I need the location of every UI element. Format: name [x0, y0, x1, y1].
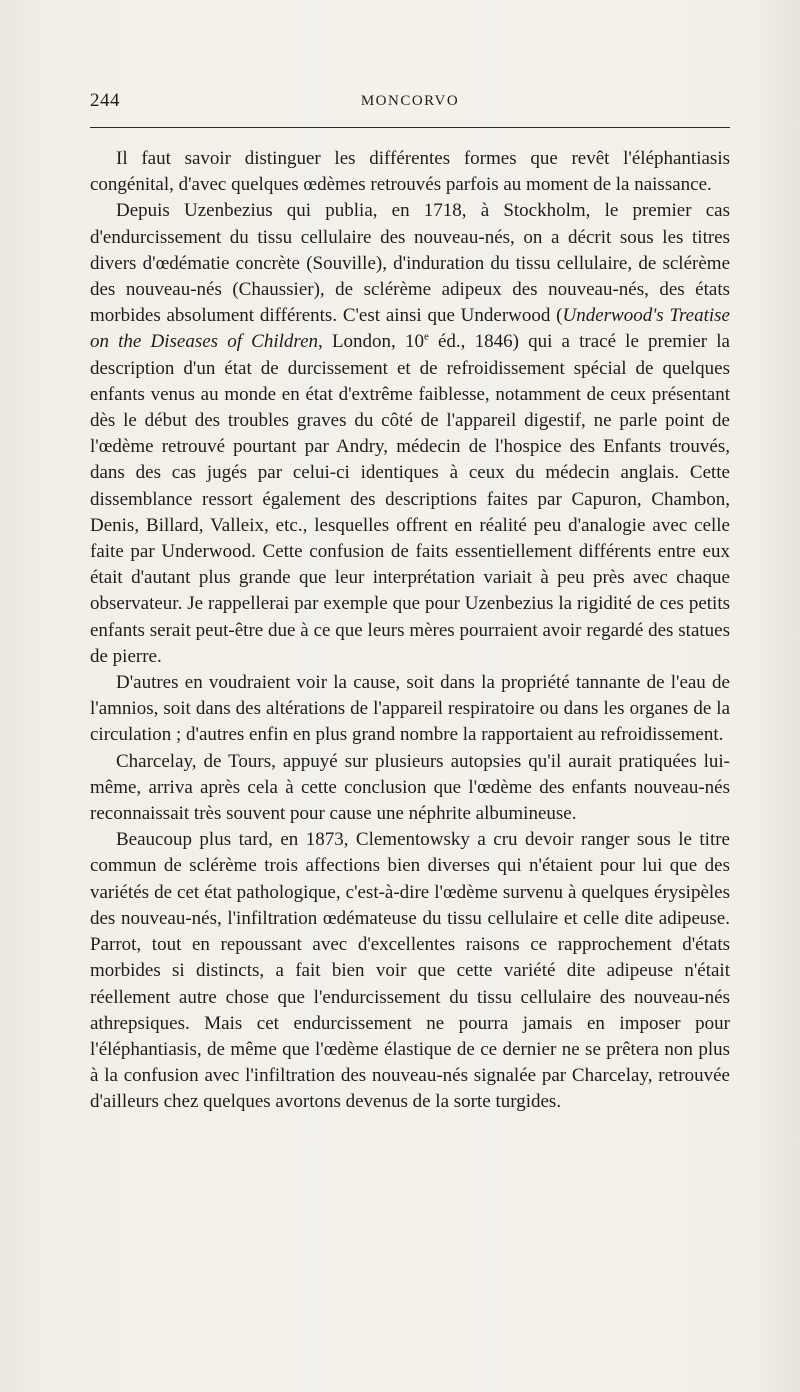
edition-superscript: e: [423, 331, 429, 344]
paragraph-2: [90, 198, 730, 670]
page-number: 244: [90, 90, 120, 111]
body-text: [90, 146, 730, 1116]
paragraph-4: Charcelay, de Tours, appuyé sur plusieurs autopsies qu'il aurait pratiquées lui-même, arriva après cela à cette conclusion que l'œdème des enfants nouveau-nés reconnaissait très souvent pour cause une néphrite albumineuse.: [90, 750, 730, 825]
page-header: [90, 88, 730, 120]
paragraph-2-text-cont: , London, 10: [318, 331, 424, 353]
paragraph-1: Il faut savoir distinguer les différentes formes que revêt l'éléphantiasis congénital, d'avec quelques œdèmes retrouvés parfois au moment de la naissance.: [90, 148, 730, 196]
running-title: MONCORVO: [360, 93, 460, 109]
paragraph-5: Beaucoup plus tard, en 1873, Clementowsky a cru devoir ranger sous le titre commun de sclérème trois affections bien diverses qui n'étaient pour lui que des variétés de cet état pathologique, c'est-à-dire l'œdème survenu à quelques érysipèles des nouveau-nés, l'infiltration œdémateuse du tissu cellulaire et celle dite adipeuse. Parrot, tout en repoussant avec d'excellentes raisons ce rapprochement d'états morbides si distincts, a fait bien voir que cette variété dite adipeuse n'était réellement autre chose que l'endurcissement du tissu cellulaire des nouveau-nés athrepsiques. Mais cet endurcissement ne pourra jamais en imposer pour l'éléphantiasis, de même que l'œdème élastique de ce dernier ne se prêtera non plus à la confusion avec l'infiltration des nouveau-nés signalée par Charcelay, retrouvée d'ailleurs chez quelques avortons devenus de la sorte turgides.: [90, 829, 730, 1113]
paragraph-2-text-end: éd., 1846) qui a tracé le premier la description d'un état de durcissement et de refroidissement spécial de quelques enfants venus au monde en état d'extrême faiblesse, notamment de ceux présentant dès le début des troubles graves du côté de l'appareil digestif, ne parle point de l'œdème retrouvé pourtant par Andry, médecin de l'hospice des Enfants trouvés, dans des cas jugés par celui-ci identiques à ceux du médecin anglais. Cette dissemblance ressort également des descriptions faites par Capuron, Chambon, Denis, Billard, Valleix, etc., lesquelles offrent en réalité peu d'analogie avec celle faite par Underwood. Cette confusion de faits essentiellement différents entre eux était d'autant plus grande que leur interprétation variait à peu près avec chaque observateur. Je rappellerai par exemple que pour Uzenbezius la rigidité de ces petits enfants serait peut-être due à ce que leurs mères pourraient avoir regardé des statues de pierre.: [90, 331, 730, 667]
paragraph-2-text: Depuis Uzenbezius qui publia, en 1718, à Stockholm, le premier cas d'endurcissement du tissu cellulaire des nouveau-nés, on a décrit sous les titres divers d'œdématie concrète (Souville), d'induration du tissu cellulaire, de sclérème des nouveau-nés (Chaussier), de sclérème adipeux des nouveau-nés, des états morbides absolument différents. C'est ainsi que Underwood (: [90, 200, 730, 327]
book-title-italic: Underwood's Treatise on the Diseases of Children: [90, 305, 730, 353]
paragraph-3: D'autres en voudraient voir la cause, soit dans la propriété tannante de l'eau de l'amnios, soit dans des altérations de l'appareil respiratoire ou dans les organes de la circulation ; d'autres enfin en plus grand nombre la rapportaient au refroidissement.: [90, 672, 730, 746]
header-rule: [90, 127, 730, 128]
